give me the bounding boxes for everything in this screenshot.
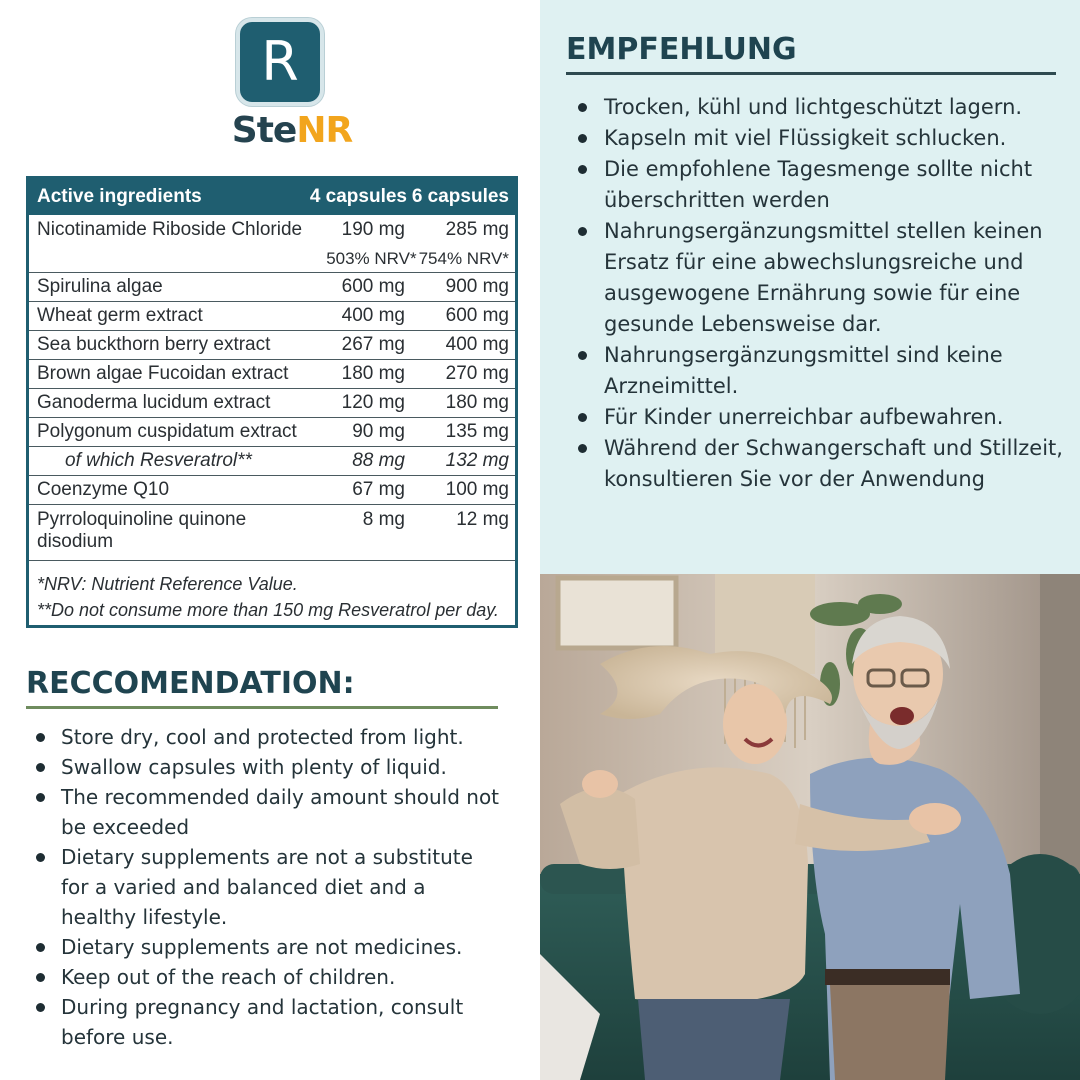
amount-4-capsules: 400 mg (341, 305, 405, 326)
list-item (578, 123, 1066, 154)
list-item-text: Dietary supplements are not medicines. (61, 935, 463, 959)
brand-name-part2: NR (296, 110, 353, 151)
ingredient-name: Sea buckthorn berry extract (37, 334, 271, 355)
bullet-icon (578, 444, 587, 453)
list-item (36, 722, 506, 752)
list-item-text: Während der Schwangerschaft und Stillzeit, konsultieren Sie vor der Anwendung (604, 436, 1063, 491)
amount-6-capsules: 285 mg (445, 219, 509, 240)
bullet-icon (578, 413, 587, 422)
table-row (29, 360, 515, 389)
list-item (36, 932, 506, 962)
bullet-icon (578, 227, 587, 236)
amount-6-capsules: 600 mg (445, 305, 509, 326)
brand-name-part1: Ste (231, 110, 297, 151)
list-item-text: Store dry, cool and protected from light. (61, 725, 464, 749)
list-item (36, 752, 506, 782)
footnote-nrv: *NRV: Nutrient Reference Value. (37, 574, 298, 594)
brand-name (222, 110, 362, 151)
amount-4-capsules: 8 mg (362, 509, 405, 530)
bullet-icon (36, 733, 45, 742)
recommendation-en-divider (26, 706, 498, 709)
amount-4-capsules: 88 mg (352, 450, 405, 471)
ingredient-name: Brown algae Fucoidan extract (37, 363, 289, 384)
ingredient-name: Wheat germ extract (37, 305, 203, 326)
table-row-nrv (29, 245, 515, 273)
amount-4-capsules: 180 mg (341, 363, 405, 384)
amount-4-capsules: 190 mg (341, 219, 405, 240)
amount-4-capsules: 120 mg (341, 392, 405, 413)
list-item (578, 216, 1066, 340)
list-item-text: Keep out of the reach of children. (61, 965, 396, 989)
nrv-4-capsules: 503% NRV* (326, 248, 417, 268)
list-item-text: Dietary supplements are not a substitute for a varied and balanced diet and a healthy lifestyle. (61, 845, 473, 929)
bullet-icon (578, 165, 587, 174)
table-row (29, 505, 515, 561)
table-row (29, 302, 515, 331)
table-row (29, 215, 515, 245)
brand-logo-tile (236, 18, 324, 106)
amount-4-capsules: 267 mg (341, 334, 405, 355)
ingredients-table (26, 176, 518, 628)
table-row (29, 476, 515, 505)
bullet-icon (36, 853, 45, 862)
amount-6-capsules: 132 mg (445, 450, 509, 471)
recommendation-de-title: EMPFEHLUNG (566, 32, 797, 67)
table-row (29, 273, 515, 302)
amount-6-capsules: 135 mg (445, 421, 509, 442)
list-item-text: Für Kinder unerreichbar aufbewahren. (604, 405, 1004, 429)
list-item-text: Nahrungsergänzungsmittel sind keine Arzneimittel. (604, 343, 1003, 398)
ingredient-name: of which Resveratrol** (65, 450, 252, 471)
footnote-resveratrol: **Do not consume more than 150 mg Resveratrol per day. (37, 600, 499, 620)
bullet-icon (36, 1003, 45, 1012)
bullet-icon (36, 973, 45, 982)
list-item-text: Nahrungsergänzungsmittel stellen keinen Ersatz für eine abwechslungsreiche und ausgewogene Ernährung sowie für eine gesunde Lebensweise dar. (604, 219, 1043, 336)
list-item-text: During pregnancy and lactation, consult before use. (61, 995, 464, 1049)
amount-4-capsules: 600 mg (341, 276, 405, 297)
amount-4-capsules: 90 mg (352, 421, 405, 442)
bullet-icon (578, 134, 587, 143)
couple-dancing-photo (540, 574, 1080, 1080)
recommendation-de-list (578, 92, 1066, 495)
bullet-icon (36, 763, 45, 772)
amount-6-capsules: 180 mg (445, 392, 509, 413)
list-item-text: Kapseln mit viel Flüssigkeit schlucken. (604, 126, 1007, 150)
amount-6-capsules: 12 mg (456, 509, 509, 530)
recommendation-en-list (36, 722, 506, 1052)
table-row (29, 389, 515, 418)
ingredient-name: Polygonum cuspidatum extract (37, 421, 297, 442)
list-item (36, 782, 506, 842)
ingredient-name: Coenzyme Q10 (37, 479, 170, 500)
list-item (578, 402, 1066, 433)
bullet-icon (36, 943, 45, 952)
nrv-6-capsules: 754% NRV* (418, 248, 509, 268)
header-active-ingredients: Active ingredients (37, 186, 202, 207)
ingredients-table-header (29, 179, 515, 215)
header-6-capsules: 6 capsules (411, 186, 509, 207)
list-item (36, 962, 506, 992)
list-item (578, 154, 1066, 216)
list-item-text: Die empfohlene Tagesmenge sollte nicht überschritten werden (604, 157, 1033, 212)
list-item-text: The recommended daily amount should not be exceeded (61, 785, 500, 839)
list-item (578, 340, 1066, 402)
amount-6-capsules: 900 mg (445, 276, 509, 297)
bullet-icon (578, 351, 587, 360)
list-item-text: Trocken, kühl und lichtgeschützt lagern. (604, 95, 1023, 119)
amount-4-capsules: 67 mg (352, 479, 405, 500)
recommendation-en-title: RECCOMENDATION: (26, 666, 355, 701)
ingredient-name: Pyrroloquinoline quinone disodium (37, 509, 247, 552)
ingredient-name: Ganoderma lucidum extract (37, 392, 271, 413)
table-row-subitem (29, 447, 515, 476)
list-item (578, 92, 1066, 123)
bullet-icon (36, 793, 45, 802)
ingredient-name: Spirulina algae (37, 276, 163, 297)
header-4-capsules: 4 capsules (309, 186, 407, 207)
ingredient-name: Nicotinamide Riboside Chloride (37, 219, 303, 240)
table-footnotes (29, 561, 515, 623)
amount-6-capsules: 400 mg (445, 334, 509, 355)
table-row (29, 331, 515, 360)
list-item (36, 842, 506, 932)
recommendation-de-divider (566, 72, 1056, 75)
table-row (29, 418, 515, 447)
list-item-text: Swallow capsules with plenty of liquid. (61, 755, 447, 779)
bullet-icon (578, 103, 587, 112)
amount-6-capsules: 100 mg (445, 479, 509, 500)
list-item (36, 992, 506, 1052)
list-item (578, 433, 1066, 495)
amount-6-capsules: 270 mg (445, 363, 509, 384)
logo-letter: R (261, 30, 299, 93)
